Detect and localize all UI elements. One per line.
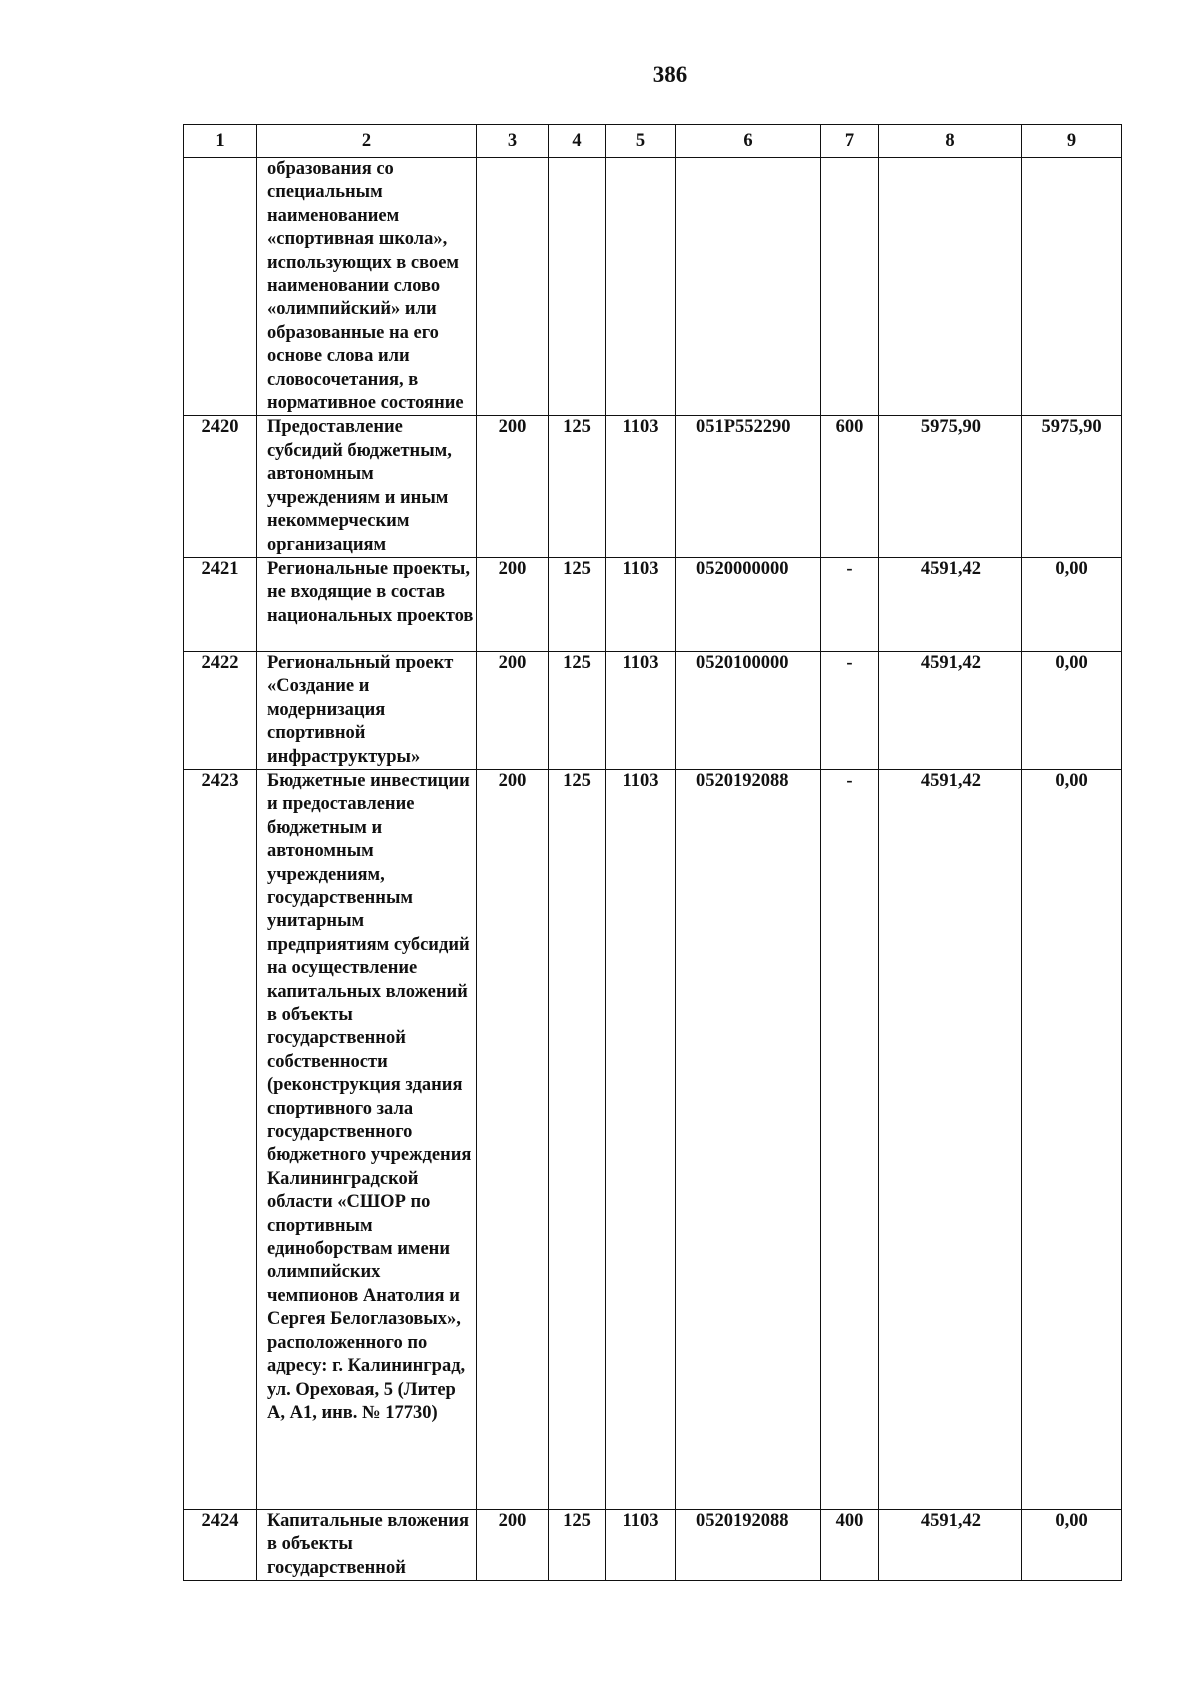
header-col-7: 7 bbox=[821, 125, 879, 158]
row-col-9: 5975,90 bbox=[1022, 416, 1122, 557]
table-row bbox=[184, 1509, 1122, 1580]
header-col-1: 1 bbox=[184, 125, 257, 158]
row-col-6: 0520192088 bbox=[676, 1509, 821, 1580]
empty-cell bbox=[606, 158, 676, 416]
row-description: образования со специальным наименованием «спортивная школа», использующих в своем наименовании слово «олимпийский» или образованные на его основе слова или словосочетания, в нормативное состояние bbox=[257, 158, 477, 416]
row-col-5: 1103 bbox=[606, 1509, 676, 1580]
row-description: Бюджетные инвестиции и предоставление бюджетным и автономным учреждениям, государственным унитарным предприятиям субсидий на осуществление капитальных вложений в объекты государственной собственности (реконструкция здания спортивного зала государственного бюджетного учреждения Калининградской области «СШОР по спортивным единоборствам имени олимпийских чемпионов Анатолия и Сергея Белоглазовых», расположенного по адресу: г. Калининград, ул. Ореховая, 5 (Литер А, А1, инв. № 17730) bbox=[257, 769, 477, 1509]
row-col-3: 200 bbox=[477, 651, 549, 769]
row-col-3: 200 bbox=[477, 1509, 549, 1580]
row-col-8: 4591,42 bbox=[879, 557, 1022, 651]
row-col-9: 0,00 bbox=[1022, 1509, 1122, 1580]
empty-cell bbox=[821, 158, 879, 416]
row-col-8: 4591,42 bbox=[879, 1509, 1022, 1580]
row-id: 2423 bbox=[184, 769, 257, 1509]
row-col-4: 125 bbox=[549, 769, 606, 1509]
header-col-2: 2 bbox=[257, 125, 477, 158]
page-number: 386 bbox=[652, 62, 688, 87]
empty-cell bbox=[879, 158, 1022, 416]
row-col-3: 200 bbox=[477, 416, 549, 557]
empty-cell bbox=[676, 158, 821, 416]
row-id: 2422 bbox=[184, 651, 257, 769]
table-row bbox=[184, 557, 1122, 651]
row-col-4: 125 bbox=[549, 416, 606, 557]
row-col-8: 5975,90 bbox=[879, 416, 1022, 557]
row-col-6: 0520100000 bbox=[676, 651, 821, 769]
row-col-8: 4591,42 bbox=[879, 651, 1022, 769]
table-row bbox=[184, 416, 1122, 557]
row-id: 2421 bbox=[184, 557, 257, 651]
row-col-6: 0520000000 bbox=[676, 557, 821, 651]
table-row bbox=[184, 769, 1122, 1509]
row-col-7: 600 bbox=[821, 416, 879, 557]
row-col-9: 0,00 bbox=[1022, 557, 1122, 651]
row-id: 2420 bbox=[184, 416, 257, 557]
header-col-8: 8 bbox=[879, 125, 1022, 158]
row-col-6: 051P552290 bbox=[676, 416, 821, 557]
header-col-4: 4 bbox=[549, 125, 606, 158]
row-description: Региональные проекты, не входящие в состав национальных проектов bbox=[257, 557, 477, 651]
row-col-9: 0,00 bbox=[1022, 651, 1122, 769]
row-col-3: 200 bbox=[477, 769, 549, 1509]
row-description: Региональный проект «Создание и модернизация спортивной инфраструктуры» bbox=[257, 651, 477, 769]
row-col-8: 4591,42 bbox=[879, 769, 1022, 1509]
row-col-4: 125 bbox=[549, 651, 606, 769]
row-col-7: - bbox=[821, 651, 879, 769]
empty-cell bbox=[549, 158, 606, 416]
row-description: Предоставление субсидий бюджетным, автономным учреждениям и иным некоммерческим организациям bbox=[257, 416, 477, 557]
row-col-5: 1103 bbox=[606, 769, 676, 1509]
header-col-5: 5 bbox=[606, 125, 676, 158]
table-row bbox=[184, 651, 1122, 769]
row-col-9: 0,00 bbox=[1022, 769, 1122, 1509]
row-col-7: - bbox=[821, 557, 879, 651]
row-col-5: 1103 bbox=[606, 416, 676, 557]
row-description: Капитальные вложения в объекты государственной bbox=[257, 1509, 477, 1580]
table-row-continuation bbox=[184, 158, 1122, 416]
row-col-4: 125 bbox=[549, 1509, 606, 1580]
row-id: 2424 bbox=[184, 1509, 257, 1580]
empty-cell bbox=[477, 158, 549, 416]
header-row bbox=[184, 125, 1122, 158]
row-col-6: 0520192088 bbox=[676, 769, 821, 1509]
row-col-7: - bbox=[821, 769, 879, 1509]
row-col-5: 1103 bbox=[606, 557, 676, 651]
row-col-4: 125 bbox=[549, 557, 606, 651]
header-col-9: 9 bbox=[1022, 125, 1122, 158]
header-col-6: 6 bbox=[676, 125, 821, 158]
budget-table bbox=[183, 124, 1122, 1581]
row-col-5: 1103 bbox=[606, 651, 676, 769]
row-col-3: 200 bbox=[477, 557, 549, 651]
empty-cell bbox=[1022, 158, 1122, 416]
row-col-7: 400 bbox=[821, 1509, 879, 1580]
row-id-cell bbox=[184, 158, 257, 416]
header-col-3: 3 bbox=[477, 125, 549, 158]
